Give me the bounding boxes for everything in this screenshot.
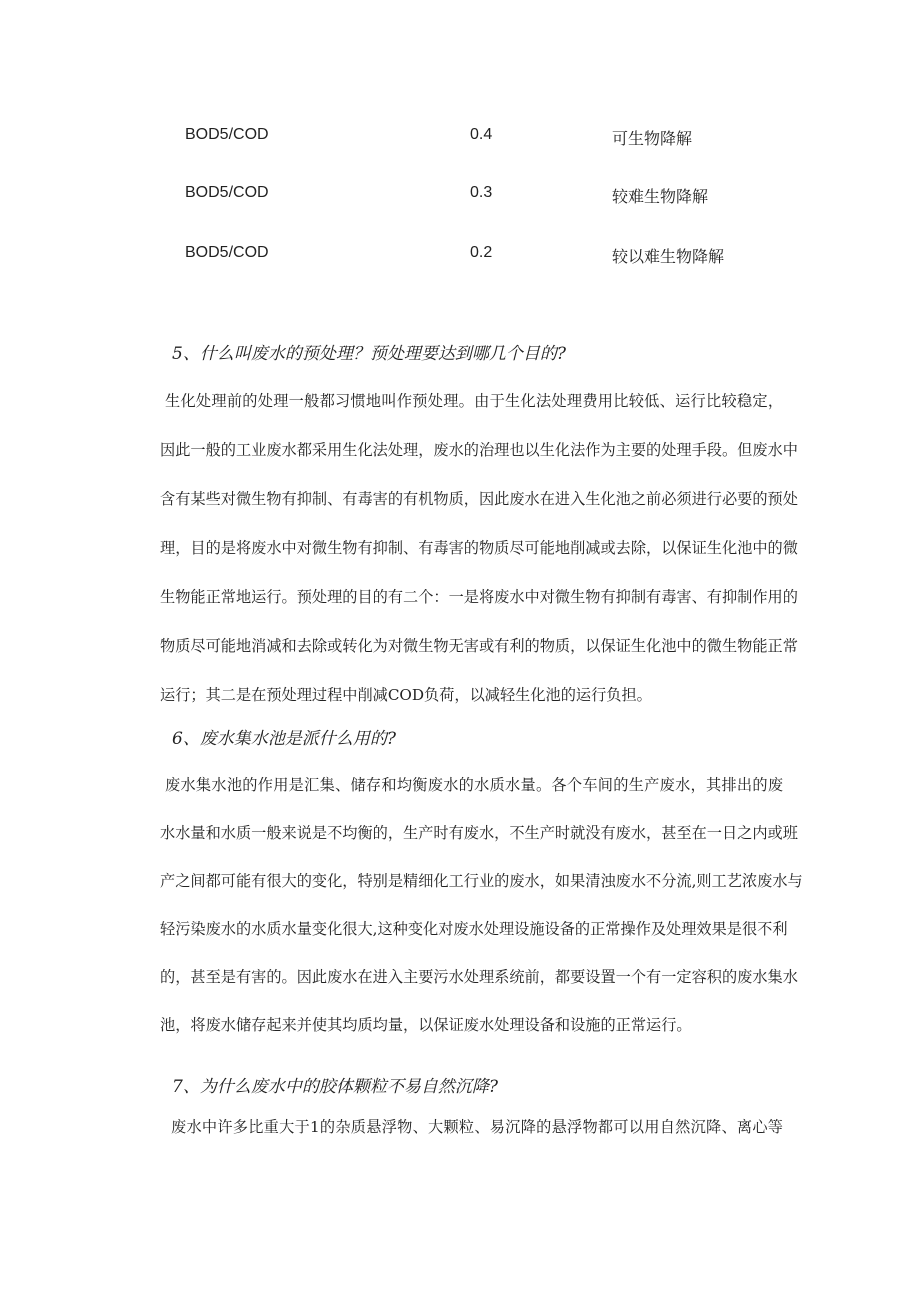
paragraph-line: 的，甚至是有害的。因此废水在进入主要污水处理系统前，都要设置一个有一定容积的废水集水: [160, 968, 798, 986]
paragraph-line: 废水中许多比重大于1的杂质悬浮物、大颗粒、易沉降的悬浮物都可以用自然沉降、离心等: [171, 1118, 783, 1136]
paragraph-line: 池，将废水储存起来并使其均质均量，以保证废水处理设备和设施的正常运行。: [160, 1016, 692, 1034]
section-6-heading: 6、废水集水池是派什么用的?: [172, 729, 396, 749]
ratio-label: BOD5/COD: [185, 126, 269, 143]
paragraph-line: 轻污染废水的水质水量变化很大,这种变化对废水处理设施设备的正常操作及处理效果是很不利: [160, 920, 788, 938]
section-5-heading: 5、什么叫废水的预处理？预处理要达到哪几个目的?: [172, 344, 566, 364]
ratio-row: [0, 240, 920, 270]
paragraph-line: 含有某些对微生物有抑制、有毒害的有机物质，因此废水在进入生化池之前必须进行必要的预处: [160, 490, 798, 508]
section-7-paragraph: [165, 1116, 785, 1146]
paragraph-line: 因此一般的工业废水都采用生化法处理，废水的治理也以生化法作为主要的处理手段。但废水中: [160, 441, 798, 459]
ratio-label: BOD5/COD: [185, 244, 269, 261]
paragraph-line: 生物能正常地运行。预处理的目的有二个：一是将废水中对微生物有抑制有毒害、有抑制作用的: [160, 588, 798, 606]
section-6-paragraph: [160, 774, 803, 1044]
paragraph-line: 水水量和水质一般来说是不均衡的，生产时有废水，不生产时就没有废水，甚至在一日之内或班: [160, 824, 798, 842]
paragraph-line: 理，目的是将废水中对微生物有抑制、有毒害的物质尽可能地削减或去除，以保证生化池中的微: [160, 539, 798, 557]
paragraph-line: 产之间都可能有很大的变化，特别是精细化工行业的废水，如果清浊废水不分流,则工艺浓废水与: [160, 872, 803, 890]
ratio-row: [0, 122, 920, 152]
ratio-description: 可生物降解: [612, 131, 693, 148]
paragraph-line: 物质尽可能地消减和去除或转化为对微生物无害或有利的物质，以保证生化池中的微生物能正常: [160, 637, 798, 655]
ratio-value: 0.3: [470, 184, 493, 201]
paragraph-line: 运行；其二是在预处理过程中削减COD负荷，以减轻生化池的运行负担。: [160, 686, 652, 704]
ratio-description: 较难生物降解: [612, 189, 709, 206]
ratio-value: 0.4: [470, 126, 493, 143]
section-7-heading: 7、为什么废水中的胶体颗粒不易自然沉降?: [172, 1077, 498, 1097]
ratio-value: 0.2: [470, 244, 493, 261]
ratio-row: [0, 180, 920, 210]
ratio-label: BOD5/COD: [185, 184, 269, 201]
section-5-paragraph: [160, 390, 798, 710]
ratio-description: 较以难生物降解: [612, 249, 725, 266]
paragraph-line: 废水集水池的作用是汇集、储存和均衡废水的水质水量。各个车间的生产废水，其排出的废: [165, 776, 783, 794]
paragraph-line: 生化处理前的处理一般都习惯地叫作预处理。由于生化法处理费用比较低、运行比较稳定，: [165, 392, 783, 410]
